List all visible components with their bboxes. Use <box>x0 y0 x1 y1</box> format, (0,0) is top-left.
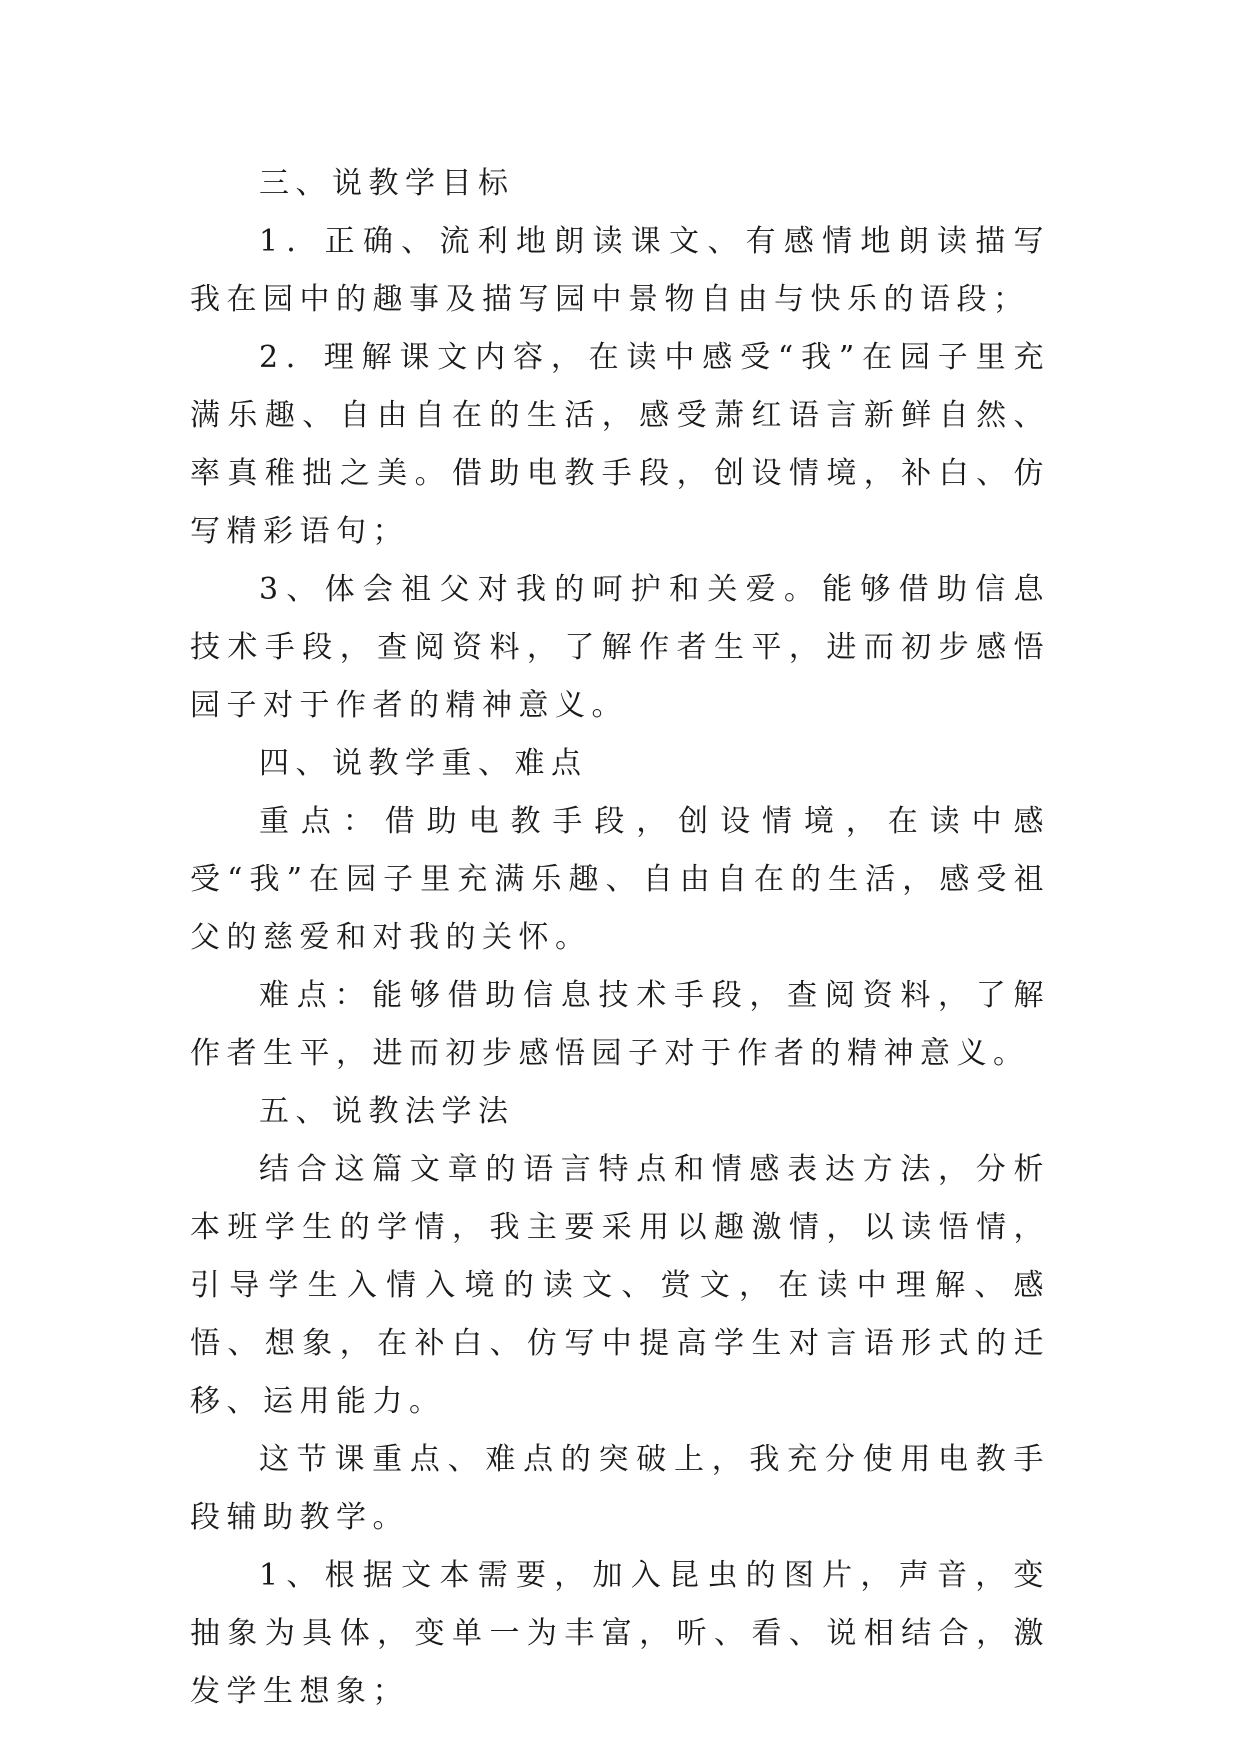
section-heading-objectives: 三、说教学目标 <box>259 166 515 201</box>
key-point-paragraph: 重点：借助电教手段，创设情境，在读中感受“我”在园子里充满乐趣、自由自在的生活，感受祖父的慈爱和对我的关怀。 <box>190 804 1050 955</box>
difficulty-paragraph: 难点：能够借助信息技术手段，查阅资料，了解作者生平，进而初步感悟园子对于作者的精神意义。 <box>190 978 1050 1071</box>
objective-1: 1．正确、流利地朗读课文、有感情地朗读描写我在园中的趣事及描写园中景物自由与快乐的语段； <box>190 224 1050 317</box>
objective-2: 2．理解课文内容，在读中感受“我”在园子里充满乐趣、自由自在的生活，感受萧红语言新鲜自然、率真稚拙之美。借助电教手段，创设情境，补白、仿写精彩语句； <box>190 340 1050 549</box>
section-heading-key-points: 四、说教学重、难点 <box>259 746 588 781</box>
document-body <box>190 155 1050 1721</box>
methods-paragraph: 结合这篇文章的语言特点和情感表达方法，分析本班学生的学情，我主要采用以趣激情，以读悟情，引导学生入情入境的读文、赏文，在读中理解、感悟、想象，在补白、仿写中提高学生对言语形式的迁移、运用能力。 <box>190 1152 1050 1419</box>
section-heading-methods: 五、说教法学法 <box>259 1094 515 1129</box>
method-item-1: 1、根据文本需要，加入昆虫的图片，声音，变抽象为具体，变单一为丰富，听、看、说相结合，激发学生想象； <box>190 1558 1050 1709</box>
objective-3: 3、体会祖父对我的呵护和关爱。能够借助信息技术手段，查阅资料，了解作者生平，进而初步感悟园子对于作者的精神意义。 <box>190 572 1050 723</box>
breakthrough-paragraph: 这节课重点、难点的突破上，我充分使用电教手段辅助教学。 <box>190 1442 1050 1535</box>
